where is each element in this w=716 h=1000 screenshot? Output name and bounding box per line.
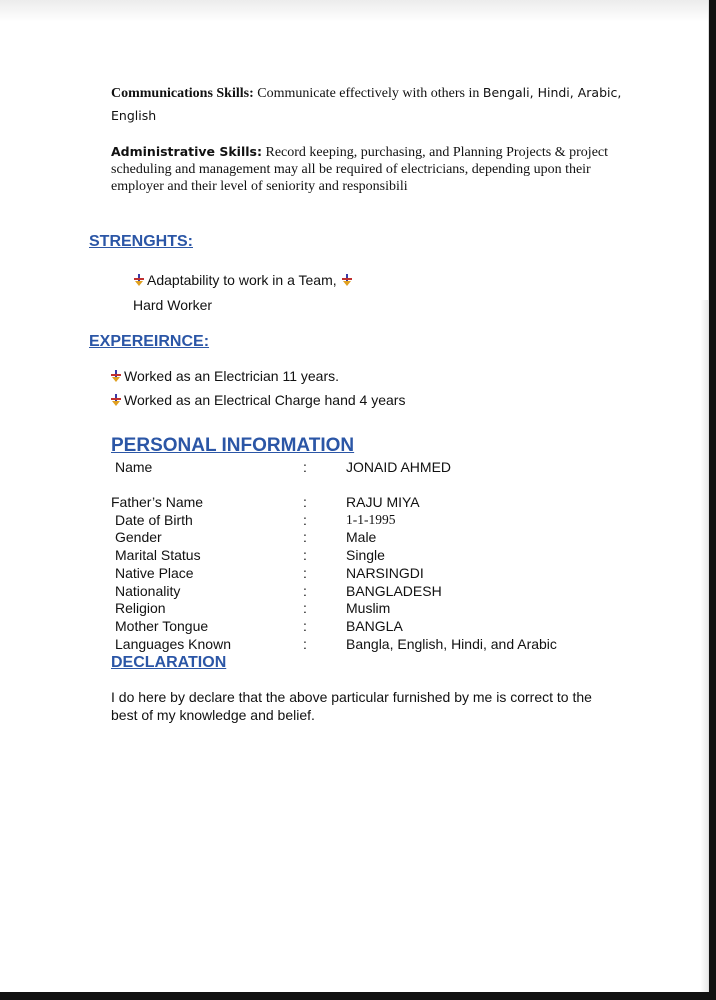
communications-skills-text: Communicate effectively with others in <box>253 86 483 101</box>
strengths-heading: STRENGHTS: <box>89 233 193 250</box>
experience-item-text: Worked as an Electrical Charge hand 4 years <box>124 392 406 408</box>
declaration-heading: DECLARATION <box>111 654 227 671</box>
administrative-skills-label: Administrative Skills: <box>111 144 262 159</box>
administrative-skills-line1 <box>111 143 608 162</box>
info-separator: : <box>303 459 307 475</box>
info-label-marital-status: Marital Status <box>115 547 201 563</box>
info-separator: : <box>303 565 307 581</box>
info-separator: : <box>303 583 307 599</box>
info-label-mother-tongue: Mother Tongue <box>115 618 209 634</box>
communications-skills-line <box>111 84 621 103</box>
experience-item <box>110 392 405 408</box>
arrow-bullet-icon <box>133 274 145 286</box>
arrow-bullet-icon <box>110 370 122 382</box>
info-value-languages-known: Bangla, English, Hindi, and Arabic <box>346 636 557 652</box>
info-value-marital-status: Single <box>346 547 385 563</box>
right-shadow <box>700 300 708 992</box>
info-label-gender: Gender <box>115 529 162 545</box>
info-separator: : <box>303 547 307 563</box>
info-label-religion: Religion <box>115 600 166 616</box>
info-label-languages-known: Languages Known <box>115 636 231 652</box>
declaration-text-line2: best of my knowledge and belief. <box>111 707 315 723</box>
administrative-skills-text1: Record keeping, purchasing, and Planning Projects & project <box>261 145 609 160</box>
experience-item <box>110 368 339 384</box>
info-label-fathers-name: Father’s Name <box>111 494 204 510</box>
communications-skills-line2 <box>111 106 156 125</box>
communications-skills-english: English <box>111 108 157 123</box>
info-value-date-of-birth: 1-1-1995 <box>346 512 396 527</box>
info-separator: : <box>303 494 307 510</box>
info-label-nationality: Nationality <box>115 583 181 599</box>
communications-skills-languages: Bengali, Hindi, Arabic, <box>482 85 622 100</box>
info-separator: : <box>303 512 307 528</box>
arrow-bullet-icon <box>110 394 122 406</box>
info-value-fathers-name: RAJU MIYA <box>346 494 420 510</box>
top-shadow <box>0 0 708 22</box>
administrative-skills-line3: employer and their level of seniority and responsibili <box>111 179 408 194</box>
strength-item-1 <box>133 272 355 288</box>
info-separator: : <box>303 618 307 634</box>
strength-item-1-text: Adaptability to work in a Team, <box>147 272 337 288</box>
info-separator: : <box>303 636 307 652</box>
strength-item-2: Hard Worker <box>133 297 213 313</box>
administrative-skills-line2: scheduling and management may all be required of electricians, depending upon their <box>111 162 591 177</box>
info-value-mother-tongue: BANGLA <box>346 618 403 634</box>
experience-heading: EXPEREIRNCE: <box>89 333 210 350</box>
info-value-nationality: BANGLADESH <box>346 583 442 599</box>
info-separator: : <box>303 600 307 616</box>
declaration-text-line1: I do here by declare that the above particular furnished by me is correct to the <box>111 689 592 705</box>
communications-skills-label: Communications Skills: <box>111 86 254 101</box>
personal-information-heading: PERSONAL INFORMATION <box>111 435 355 456</box>
info-value-name: JONAID AHMED <box>346 459 452 475</box>
info-label-name: Name <box>115 459 153 475</box>
info-value-gender: Male <box>346 529 377 545</box>
info-label-native-place: Native Place <box>115 565 194 581</box>
arrow-bullet-icon <box>341 274 353 286</box>
info-label-date-of-birth: Date of Birth <box>115 512 193 528</box>
info-separator: : <box>303 529 307 545</box>
info-value-native-place: NARSINGDI <box>346 565 424 581</box>
experience-item-text: Worked as an Electrician 11 years. <box>124 368 340 384</box>
info-value-religion: Muslim <box>346 600 391 616</box>
